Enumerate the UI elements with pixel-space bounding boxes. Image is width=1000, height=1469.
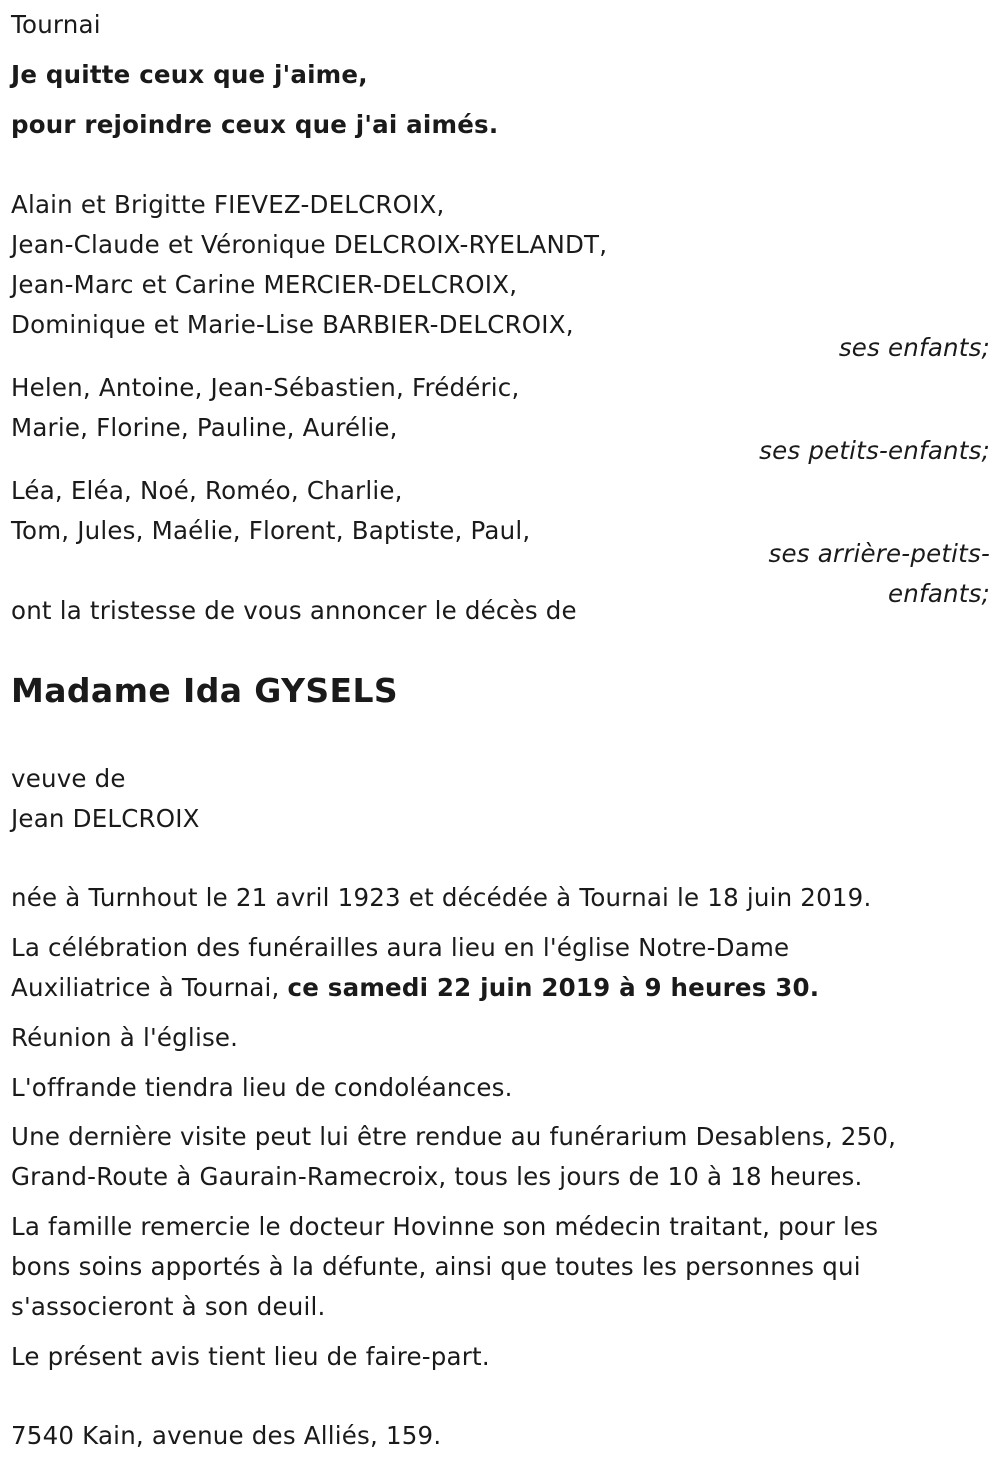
grandchildren-label: ses petits-enfants; bbox=[759, 436, 990, 465]
visit-line-2: Grand-Route à Gaurain-Ramecroix, tous les jours de 10 à 18 heures. bbox=[11, 1162, 863, 1191]
children-label: ses enfants; bbox=[838, 333, 990, 362]
meeting-text: Réunion à l'église. bbox=[11, 1023, 239, 1052]
visit-line-1: Une dernière visite peut lui être rendue au funérarium Desablens, 250, bbox=[11, 1122, 897, 1151]
grandchild-name: Marie, Florine, Pauline, Aurélie, bbox=[11, 413, 398, 442]
child-name: Alain et Brigitte FIEVEZ-DELCROIX, bbox=[11, 190, 445, 219]
quote-line-2: pour rejoindre ceux que j'ai aimés. bbox=[11, 110, 499, 139]
deceased-name: Madame Ida GYSELS bbox=[11, 671, 399, 710]
great-grandchildren-label-line-1: ses arrière-petits- bbox=[768, 539, 990, 568]
child-name: Dominique et Marie-Lise BARBIER-DELCROIX, bbox=[11, 310, 574, 339]
quote-line-1: Je quitte ceux que j'aime, bbox=[11, 60, 368, 89]
offering-text: L'offrande tiendra lieu de condoléances. bbox=[11, 1073, 513, 1102]
birth-death-text: née à Turnhout le 21 avril 1923 et décédée à Tournai le 18 juin 2019. bbox=[11, 883, 872, 912]
funeral-date-time: ce samedi 22 juin 2019 à 9 heures 30. bbox=[287, 973, 820, 1002]
address-text: 7540 Kain, avenue des Alliés, 159. bbox=[11, 1421, 442, 1450]
funeral-place-text: Auxiliatrice à Tournai, bbox=[11, 973, 288, 1002]
thanks-line-2: bons soins apportés à la défunte, ainsi que toutes les personnes qui bbox=[11, 1252, 861, 1281]
city-name: Tournai bbox=[11, 10, 101, 39]
announcement-text: ont la tristesse de vous annoncer le décès de bbox=[11, 596, 577, 625]
child-name: Jean-Claude et Véronique DELCROIX-RYELANDT, bbox=[11, 230, 608, 259]
widow-line-2: Jean DELCROIX bbox=[11, 804, 200, 833]
great-grandchild-name: Tom, Jules, Maélie, Florent, Baptiste, Paul, bbox=[11, 516, 531, 545]
great-grandchild-name: Léa, Eléa, Noé, Roméo, Charlie, bbox=[11, 476, 403, 505]
thanks-line-1: La famille remercie le docteur Hovinne son médecin traitant, pour les bbox=[11, 1212, 879, 1241]
notice-text: Le présent avis tient lieu de faire-part. bbox=[11, 1342, 490, 1371]
funeral-line-2 bbox=[11, 973, 819, 1003]
grandchild-name: Helen, Antoine, Jean-Sébastien, Frédéric, bbox=[11, 373, 520, 402]
child-name: Jean-Marc et Carine MERCIER-DELCROIX, bbox=[11, 270, 518, 299]
thanks-line-3: s'associeront à son deuil. bbox=[11, 1292, 326, 1321]
great-grandchildren-label-line-2: enfants; bbox=[888, 579, 990, 608]
widow-line-1: veuve de bbox=[11, 764, 126, 793]
funeral-line-1: La célébration des funérailles aura lieu en l'église Notre-Dame bbox=[11, 933, 790, 962]
